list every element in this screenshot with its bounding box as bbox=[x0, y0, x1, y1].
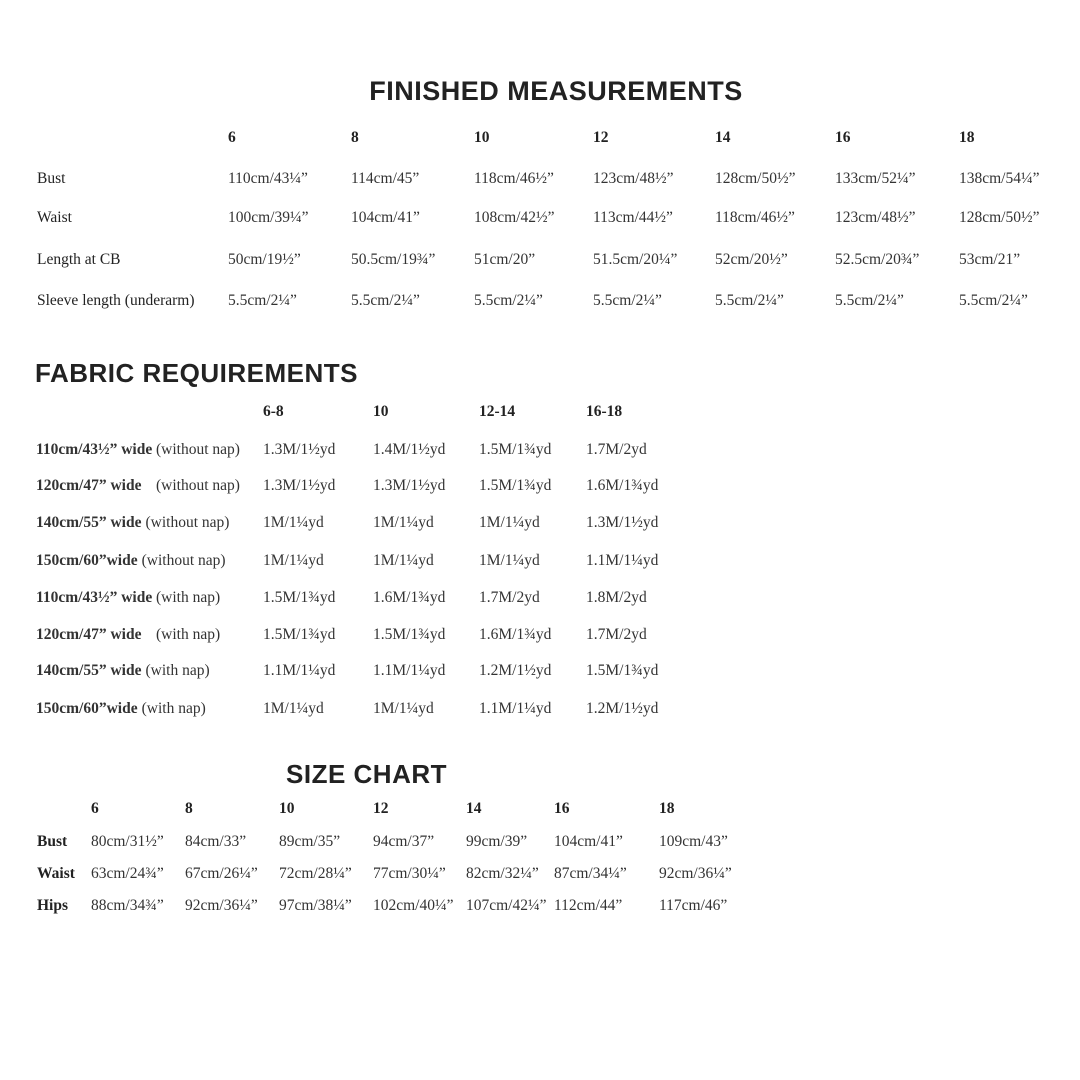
fabric-amount: 1.6M/1¾yd bbox=[479, 626, 552, 643]
size-header: 16 bbox=[835, 129, 851, 146]
fabric-amount: 1.8M/2yd bbox=[586, 589, 647, 606]
nap-label: (without nap) bbox=[145, 514, 230, 531]
fabric-width-label: 120cm/47” wide bbox=[36, 477, 142, 494]
nap-label: (with nap) bbox=[145, 662, 210, 679]
fabric-width-label: 140cm/55” wide bbox=[36, 514, 142, 531]
measurement-value: 128cm/50½” bbox=[959, 209, 1040, 226]
fabric-amount: 1.5M/1¾yd bbox=[479, 441, 552, 458]
fabric-amount: 1.7M/2yd bbox=[586, 626, 647, 643]
measurement-value: 5.5cm/2¼” bbox=[835, 292, 904, 309]
measurement-value: 52.5cm/20¾” bbox=[835, 251, 920, 268]
body-measurement-value: 84cm/33” bbox=[185, 833, 247, 850]
fabric-amount: 1.3M/1½yd bbox=[586, 514, 659, 531]
body-measurement-value: 82cm/32¼” bbox=[466, 865, 539, 882]
measurement-value: 5.5cm/2¼” bbox=[715, 292, 784, 309]
fabric-amount: 1.3M/1½yd bbox=[263, 441, 336, 458]
fabric-amount: 1.6M/1¾yd bbox=[373, 589, 446, 606]
measurement-value: 5.5cm/2¼” bbox=[351, 292, 420, 309]
table-row bbox=[0, 586, 1080, 610]
body-measurement-value: 107cm/42¼” bbox=[466, 897, 547, 914]
body-measurement-value: 89cm/35” bbox=[279, 833, 341, 850]
table-row bbox=[0, 206, 1080, 230]
body-measurement-value: 80cm/31½” bbox=[91, 833, 164, 850]
fabric-amount: 1M/1¼yd bbox=[373, 700, 434, 717]
measurement-value: 50.5cm/19¾” bbox=[351, 251, 436, 268]
size-header: 14 bbox=[466, 800, 482, 817]
measurement-value: 5.5cm/2¼” bbox=[959, 292, 1028, 309]
measurement-value: 133cm/52¼” bbox=[835, 170, 916, 187]
fabric-amount: 1.5M/1¾yd bbox=[263, 626, 336, 643]
nap-label: (with nap) bbox=[156, 626, 221, 643]
row-label: Waist bbox=[37, 865, 75, 882]
finished-measurements-header-row bbox=[0, 126, 1080, 150]
fabric-amount: 1.1M/1¼yd bbox=[263, 662, 336, 679]
fabric-amount: 1.6M/1¾yd bbox=[586, 477, 659, 494]
fabric-amount: 1M/1¼yd bbox=[263, 552, 324, 569]
body-measurement-value: 104cm/41” bbox=[554, 833, 623, 850]
fabric-width-label: 150cm/60”wide bbox=[36, 700, 138, 717]
size-header: 16 bbox=[554, 800, 570, 817]
size-header: 14 bbox=[715, 129, 731, 146]
table-row bbox=[0, 659, 1080, 683]
body-measurement-value: 92cm/36¼” bbox=[659, 865, 732, 882]
table-row bbox=[0, 894, 1080, 918]
measurement-value: 128cm/50½” bbox=[715, 170, 796, 187]
body-measurement-value: 88cm/34¾” bbox=[91, 897, 164, 914]
measurement-value: 114cm/45” bbox=[351, 170, 420, 187]
row-label: Length at CB bbox=[37, 251, 121, 268]
fabric-width-label: 110cm/43½” wide bbox=[36, 441, 153, 458]
fabric-amount: 1.3M/1½yd bbox=[263, 477, 336, 494]
table-row bbox=[0, 289, 1080, 313]
fabric-amount: 1.7M/2yd bbox=[479, 589, 540, 606]
fabric-amount: 1.1M/1¼yd bbox=[479, 700, 552, 717]
fabric-requirements-title: FABRIC REQUIREMENTS bbox=[35, 358, 358, 388]
measurement-value: 118cm/46½” bbox=[474, 170, 554, 187]
fabric-amount: 1M/1¼yd bbox=[263, 700, 324, 717]
table-row bbox=[0, 697, 1080, 721]
row-label: Hips bbox=[37, 897, 69, 914]
fabric-amount: 1.5M/1¾yd bbox=[263, 589, 336, 606]
fabric-amount: 1.3M/1½yd bbox=[373, 477, 446, 494]
fabric-amount: 1.4M/1½yd bbox=[373, 441, 446, 458]
size-header: 10 bbox=[279, 800, 295, 817]
body-measurement-value: 117cm/46” bbox=[659, 897, 728, 914]
body-measurement-value: 112cm/44” bbox=[554, 897, 623, 914]
fabric-width-label: 150cm/60”wide bbox=[36, 552, 138, 569]
body-measurement-value: 109cm/43” bbox=[659, 833, 728, 850]
measurement-value: 110cm/43¼” bbox=[228, 170, 308, 187]
body-measurement-value: 94cm/37” bbox=[373, 833, 435, 850]
size-header: 16-18 bbox=[586, 403, 623, 420]
body-measurement-value: 72cm/28¼” bbox=[279, 865, 352, 882]
measurement-value: 50cm/19½” bbox=[228, 251, 301, 268]
row-label: Waist bbox=[37, 209, 72, 226]
size-header: 8 bbox=[351, 129, 359, 146]
row-label: Sleeve length (underarm) bbox=[37, 292, 195, 309]
table-row bbox=[0, 167, 1080, 191]
fabric-requirements-header-row bbox=[0, 400, 1080, 424]
row-label: Bust bbox=[37, 833, 68, 850]
fabric-amount: 1M/1¼yd bbox=[373, 514, 434, 531]
size-header: 12 bbox=[373, 800, 389, 817]
fabric-amount: 1.5M/1¾yd bbox=[373, 626, 446, 643]
fabric-amount: 1.2M/1½yd bbox=[586, 700, 659, 717]
nap-label: (without nap) bbox=[156, 441, 240, 458]
nap-label: (without nap) bbox=[156, 477, 240, 494]
table-row bbox=[0, 623, 1080, 647]
size-header: 18 bbox=[959, 129, 975, 146]
body-measurement-value: 97cm/38¼” bbox=[279, 897, 352, 914]
fabric-amount: 1M/1¼yd bbox=[263, 514, 324, 531]
measurement-value: 123cm/48½” bbox=[835, 209, 916, 226]
table-row bbox=[0, 474, 1080, 498]
table-row bbox=[0, 830, 1080, 854]
measurement-value: 123cm/48½” bbox=[593, 170, 674, 187]
measurement-value: 52cm/20½” bbox=[715, 251, 788, 268]
table-row bbox=[0, 438, 1080, 462]
size-chart-header-row bbox=[0, 797, 1080, 821]
table-row bbox=[0, 862, 1080, 886]
measurement-value: 51cm/20” bbox=[474, 251, 536, 268]
body-measurement-value: 99cm/39” bbox=[466, 833, 528, 850]
measurement-value: 5.5cm/2¼” bbox=[474, 292, 543, 309]
body-measurement-value: 87cm/34¼” bbox=[554, 865, 627, 882]
table-row bbox=[0, 549, 1080, 573]
finished-measurements-title: FINISHED MEASUREMENTS bbox=[369, 76, 743, 106]
nap-label: (with nap) bbox=[141, 700, 206, 717]
measurement-value: 5.5cm/2¼” bbox=[593, 292, 662, 309]
size-header: 12 bbox=[593, 129, 609, 146]
fabric-amount: 1M/1¼yd bbox=[479, 552, 540, 569]
measurement-value: 104cm/41” bbox=[351, 209, 420, 226]
measurement-value: 113cm/44½” bbox=[593, 209, 673, 226]
size-header: 6 bbox=[228, 129, 236, 146]
fabric-amount: 1.7M/2yd bbox=[586, 441, 647, 458]
fabric-amount: 1.1M/1¼yd bbox=[373, 662, 446, 679]
size-chart-title: SIZE CHART bbox=[286, 759, 447, 789]
fabric-amount: 1.2M/1½yd bbox=[479, 662, 552, 679]
body-measurement-value: 63cm/24¾” bbox=[91, 865, 164, 882]
nap-label: (with nap) bbox=[156, 589, 221, 606]
body-measurement-value: 67cm/26¼” bbox=[185, 865, 258, 882]
size-header: 6 bbox=[91, 800, 99, 817]
fabric-width-label: 140cm/55” wide bbox=[36, 662, 142, 679]
size-header: 10 bbox=[373, 403, 389, 420]
fabric-amount: 1.1M/1¼yd bbox=[586, 552, 659, 569]
measurement-value: 51.5cm/20¼” bbox=[593, 251, 678, 268]
row-label: Bust bbox=[37, 170, 66, 187]
table-row bbox=[0, 248, 1080, 272]
size-header: 10 bbox=[474, 129, 490, 146]
fabric-amount: 1M/1¼yd bbox=[373, 552, 434, 569]
size-header: 18 bbox=[659, 800, 675, 817]
measurement-value: 100cm/39¼” bbox=[228, 209, 309, 226]
measurement-value: 118cm/46½” bbox=[715, 209, 795, 226]
measurement-value: 138cm/54¼” bbox=[959, 170, 1040, 187]
body-measurement-value: 102cm/40¼” bbox=[373, 897, 454, 914]
fabric-width-label: 110cm/43½” wide bbox=[36, 589, 153, 606]
fabric-width-label: 120cm/47” wide bbox=[36, 626, 142, 643]
body-measurement-value: 77cm/30¼” bbox=[373, 865, 446, 882]
size-header: 8 bbox=[185, 800, 193, 817]
fabric-amount: 1.5M/1¾yd bbox=[479, 477, 552, 494]
fabric-amount: 1.5M/1¾yd bbox=[586, 662, 659, 679]
size-header: 6-8 bbox=[263, 403, 284, 420]
size-header: 12-14 bbox=[479, 403, 516, 420]
table-row bbox=[0, 511, 1080, 535]
fabric-amount: 1M/1¼yd bbox=[479, 514, 540, 531]
measurement-value: 5.5cm/2¼” bbox=[228, 292, 297, 309]
nap-label: (without nap) bbox=[141, 552, 226, 569]
measurement-value: 108cm/42½” bbox=[474, 209, 555, 226]
measurement-value: 53cm/21” bbox=[959, 251, 1021, 268]
body-measurement-value: 92cm/36¼” bbox=[185, 897, 258, 914]
